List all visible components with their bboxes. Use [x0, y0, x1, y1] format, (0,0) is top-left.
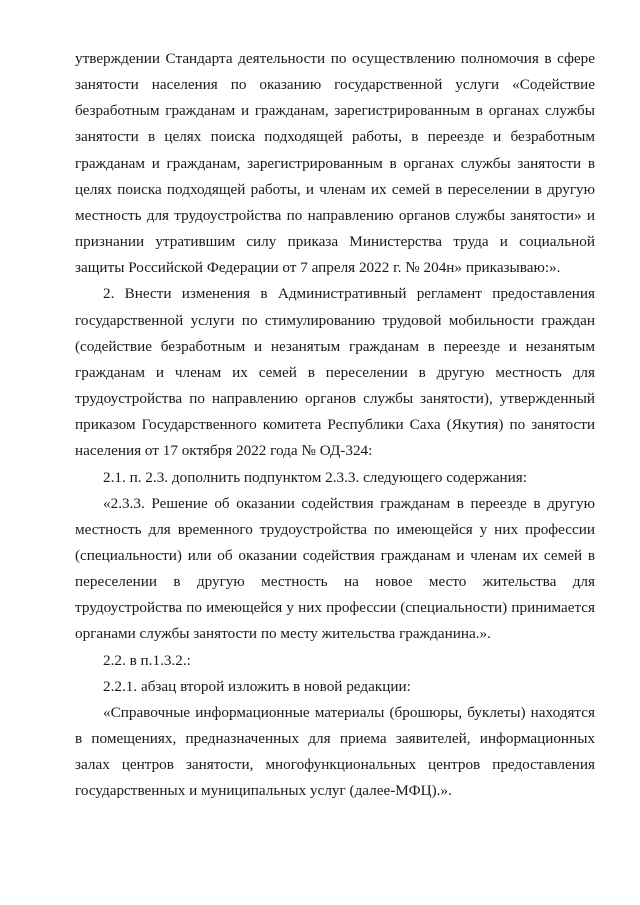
paragraph-quote-reference-materials: «Справочные информационные материалы (брошюры, буклеты) находятся в помещениях, предназначенных для приема заявителей, информационных залах центров занятости, многофункциональных центров предоставления государственных и муниципальных услуг (далее-МФЦ).».	[75, 703, 595, 800]
document-body	[75, 46, 595, 805]
paragraph-item-2: 2. Внести изменения в Административный регламент предоставления государственной услуги по стимулированию трудовой мобильности граждан (содействие безработным и незанятым гражданам в переезде и незанятым гражданам и членам их семей в переселении в другую местность для трудоустройства по направлению органов службы занятости), утвержденный приказом Государственного комитета Республики Саха (Якутия) по занятости населения от 17 октября 2022 года № ОД-324:	[75, 285, 595, 460]
paragraph-item-2-2-1: 2.2.1. абзац второй изложить в новой редакции:	[103, 677, 411, 695]
paragraph-quote-2-3-3: «2.3.3. Решение об оказании содействия гражданам в переезде в другую местность для временного трудоустройства по имеющейся у них профессии (специальности) или об оказании содействия гражданам и членам их семей в переселении в другую местность на новое место жительства для трудоустройства по имеющейся у них профессии (специальности) принимается органами службы занятости по месту жительства гражданина.».	[75, 494, 595, 643]
paragraph-continuation: утверждении Стандарта деятельности по осуществлению полномочия в сфере занятости населения по оказанию государственной услуги «Содействие безработным гражданам и гражданам, зарегистрированным в органах службы занятости в целях поиска подходящей работы, в переезде и безработным гражданам и гражданам, зарегистрированным в органах службы занятости в целях поиска подходящей работы, и членам их семей в переселении в другую местность для трудоустройства по направлению органов службы занятости» и признании утратившим силу приказа Министерства труда и социальной защиты Российской Федерации от 7 апреля 2022 г. № 204н» приказываю:».	[75, 50, 595, 277]
paragraph-item-2-1: 2.1. п. 2.3. дополнить подпунктом 2.3.3. следующего содержания:	[103, 468, 527, 486]
paragraph-item-2-2: 2.2. в п.1.3.2.:	[103, 651, 191, 669]
